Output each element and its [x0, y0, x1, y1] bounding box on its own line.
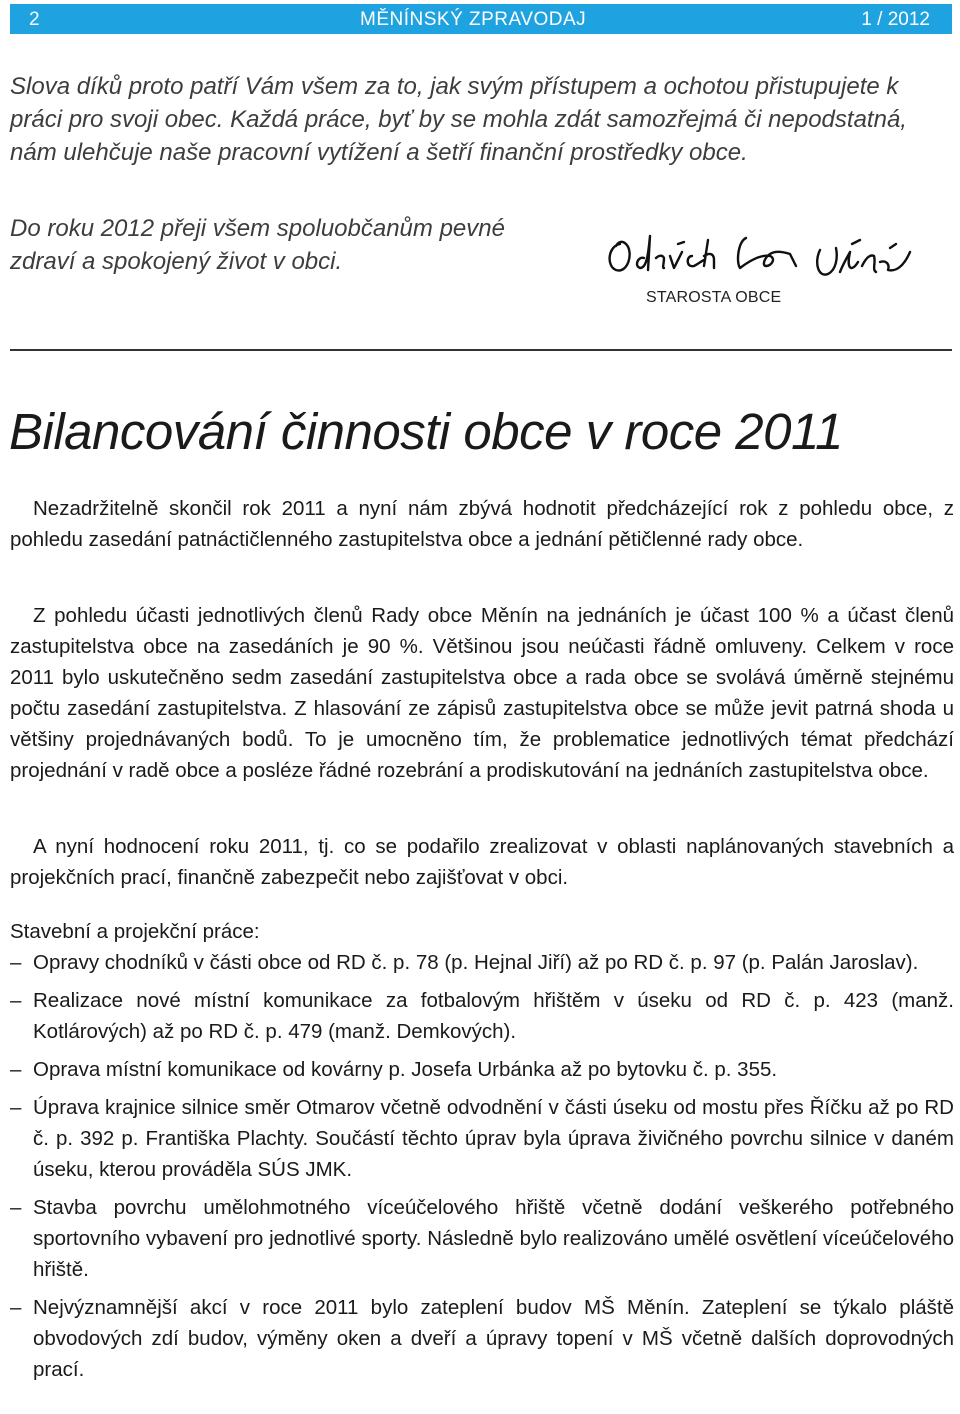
- page-header: [10, 4, 952, 34]
- list-item: [10, 1054, 954, 1085]
- list-item-text: Realizace nové místní komunikace za fotbalovým hřištěm v úseku od RD č. p. 423 (manž. Kotlárových) až po RD č. p. 479 (manž. Demkových).: [33, 989, 954, 1043]
- list-item: [10, 947, 954, 978]
- wish-paragraph: Do roku 2012 přeji všem spoluobčanům pevné zdraví a spokojený život v obci.: [10, 215, 505, 275]
- signature-role: STAROSTA OBCE: [646, 289, 782, 306]
- list-heading: Stavební a projekční práce:: [10, 920, 260, 943]
- list-marker: –: [10, 1296, 22, 1319]
- list-item: [10, 1092, 954, 1185]
- thanks-paragraph: Slova díků proto patří Vám všem za to, jak svým přístupem a ochotou přistupujete k práci pro svoji obec. Každá práce, byť by se mohla zdát samozřejmá či nepodstatná, nám ulehčuje naše pracovní vytížení a šetří finanční prostředky obce.: [10, 73, 907, 166]
- list-marker: –: [10, 1196, 22, 1219]
- issue-number: 1 / 2012: [861, 9, 930, 30]
- publication-title: MĚNÍNSKÝ ZPRAVODAJ: [360, 9, 587, 30]
- handwritten-signature: [600, 222, 930, 292]
- list-item: [10, 1192, 954, 1285]
- list-item: [10, 985, 954, 1047]
- paragraph-evaluation: A nyní hodnocení roku 2011, tj. co se podařilo zrealizovat v oblasti naplánovaných stavebních a projekčních prací, finančně zabezpečit nebo zajišťovat v obci.: [10, 835, 954, 889]
- list-item: [10, 1292, 954, 1385]
- article-title: Bilancování činnosti obce v roce 2011: [9, 403, 843, 460]
- list-item-text: Oprava místní komunikace od kovárny p. Josefa Urbánka až po bytovku č. p. 355.: [33, 1058, 778, 1081]
- page-number: 2: [29, 9, 40, 30]
- list-item-text: Stavba povrchu umělohmotného víceúčelového hřiště včetně dodání veškerého potřebného sportovního vybavení pro jednotlivé sporty. Následně bylo realizováno umělé osvětlení víceúčelového hřiště.: [33, 1196, 954, 1281]
- works-list: [10, 947, 954, 1392]
- list-marker: –: [10, 951, 22, 974]
- list-marker: –: [10, 1058, 22, 1081]
- paragraph-attendance: Z pohledu účasti jednotlivých členů Rady obce Měnín na jednáních je účast 100 % a účast členů zastupitelstva obce na zasedáních je 90 %. Většinou jsou neúčasti řádně omluveny. Celkem v roce 2011 bylo uskutečněno sedm zasedání zastupitelstva obce a rada obce se svolává úměrně stejnému počtu zasedání zastupitelstva. Z hlasování ze zápisů zastupitelstva obce se může jevit patrná shoda u většiny projednávaných bodů. To je umocněno tím, že problematice jednotlivých témat předchází projednání v radě obce a posléze řádné rozebrání a prodiskutování na jednáních zastupitelstva obce.: [10, 604, 954, 782]
- list-marker: –: [10, 989, 22, 1012]
- section-divider: [10, 349, 952, 351]
- list-item-text: Opravy chodníků v části obce od RD č. p. 78 (p. Hejnal Jiří) až po RD č. p. 97 (p. Palán Jaroslav).: [33, 951, 919, 974]
- list-item-text: Nejvýznamnější akcí v roce 2011 bylo zateplení budov MŠ Měnín. Zateplení se týkalo pláště obvodových zdí budov, výměny oken a dveří a úpravy topení v MŠ včetně dalších doprovodných prací.: [33, 1296, 954, 1381]
- list-item-text: Úprava krajnice silnice směr Otmarov včetně odvodnění v části úseku od mostu přes Říčku až po RD č. p. 392 p. Františka Plachty. Součástí těchto úprav byla úprava živičného povrchu silnice v daném úseku, kterou prováděla SÚS JMK.: [33, 1096, 954, 1181]
- paragraph-intro: Nezadržitelně skončil rok 2011 a nyní nám zbývá hodnotit předcházející rok z pohledu obce, z pohledu zasedání patnáctičlenného zastupitelstva obce a jednání pětičlenné rady obce.: [10, 497, 954, 551]
- list-marker: –: [10, 1096, 22, 1119]
